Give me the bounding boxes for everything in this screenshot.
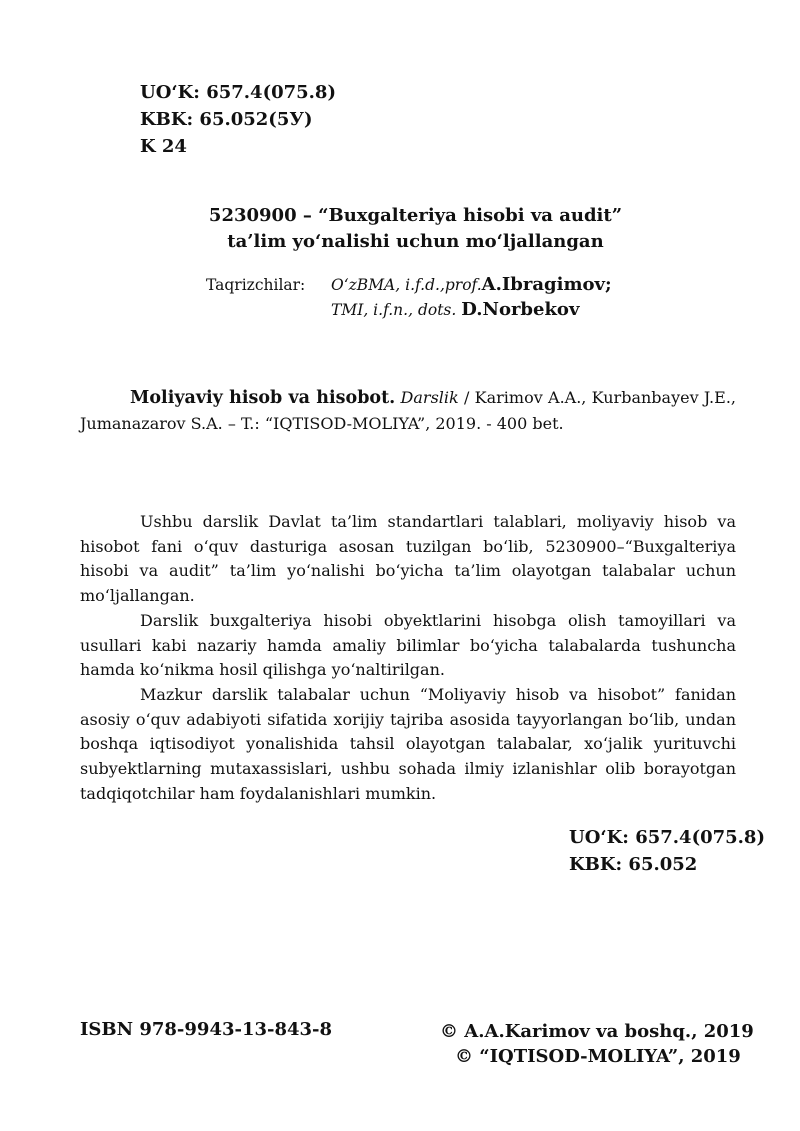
purpose-statement bbox=[140, 203, 691, 255]
reviewer-2 bbox=[331, 299, 579, 320]
book-type: Darslik bbox=[395, 388, 459, 407]
abstract bbox=[80, 510, 736, 806]
isbn: ISBN 978-9943-13-843-8 bbox=[80, 1019, 333, 1040]
reviewer-1 bbox=[331, 274, 612, 295]
purpose-line-2: ta’lim yo‘nalishi uchun mo‘ljallangan bbox=[227, 231, 604, 252]
abstract-paragraph-2: Darslik buxgalteriya hisobi obyektlarini hisobga olish tamoyillari va usullari kabi nazariy hamda amaliy bilimlar bo‘yicha talabalarda tushuncha hamda ko‘nikma hosil qilishga yo‘naltirilgan. bbox=[80, 610, 736, 680]
abstract-paragraph-1: Ushbu darslik Davlat ta’lim standartlari talablari, moliyaviy hisob va hisobot fani o‘quv dasturiga asosan tuzilgan bo‘lib, 5230900–“Buxgalteriya hisobi va audit” ta’lim yo‘nalishi bo‘yicha ta’lim olayotgan talabalar uchun mo‘ljallangan. bbox=[80, 512, 736, 606]
udk-code-footer: UO‘K: 657.4(075.8) bbox=[569, 827, 765, 848]
reviewer-1-affiliation: O‘zBMA, i.f.d.,prof. bbox=[331, 276, 482, 294]
book-title: Moliyaviy hisob va hisobot. bbox=[130, 388, 396, 408]
bibliographic-citation bbox=[80, 385, 736, 437]
classification-codes-footer bbox=[569, 824, 765, 878]
author-mark: K 24 bbox=[140, 136, 187, 157]
citation-paragraph bbox=[80, 385, 736, 437]
reviewer-2-affiliation: TMI, i.f.n., dots. bbox=[331, 301, 462, 319]
citation-details: / Karimov A.A., Kurbanbayev J.E., Jumanazarov S.A. – T.: “IQTISOD-MOLIYA”, 2019. - 400 bet. bbox=[80, 388, 736, 433]
copyright-block bbox=[440, 1019, 754, 1069]
bbk-code: KBK: 65.052(5У) bbox=[140, 109, 313, 130]
copyright-authors: © A.A.Karimov va boshq., 2019 bbox=[440, 1021, 754, 1042]
reviewer-1-name: A.Ibragimov; bbox=[481, 274, 612, 295]
reviewers-label: Taqrizchilar: bbox=[206, 276, 306, 294]
reviewer-2-name: D.Norbekov bbox=[461, 299, 580, 320]
abstract-paragraph-3: Mazkur darslik talabalar uchun “Moliyaviy hisob va hisobot” fanidan asosiy o‘quv adabiyoti sifatida xorijiy tajriba asosida tayyorlangan bo‘lib, undan boshqa iqtisodiyot yonalishida tahsil olayotgan talabalar, xo‘jalik yurituvchi subyektlarning mutaxassislari, ushbu sohada ilmiy izlanishlar olib borayotgan tadqiqotchilar ham foydalanishlari mumkin. bbox=[80, 684, 736, 803]
bbk-code-footer: KBK: 65.052 bbox=[569, 854, 698, 875]
copyright-publisher: © “IQTISOD-MOLIYA”, 2019 bbox=[455, 1046, 741, 1067]
purpose-line-1: 5230900 – “Buxgalteriya hisobi va audit” bbox=[208, 205, 623, 226]
classification-codes-header bbox=[140, 79, 336, 160]
udk-code: UO‘K: 657.4(075.8) bbox=[140, 82, 336, 103]
